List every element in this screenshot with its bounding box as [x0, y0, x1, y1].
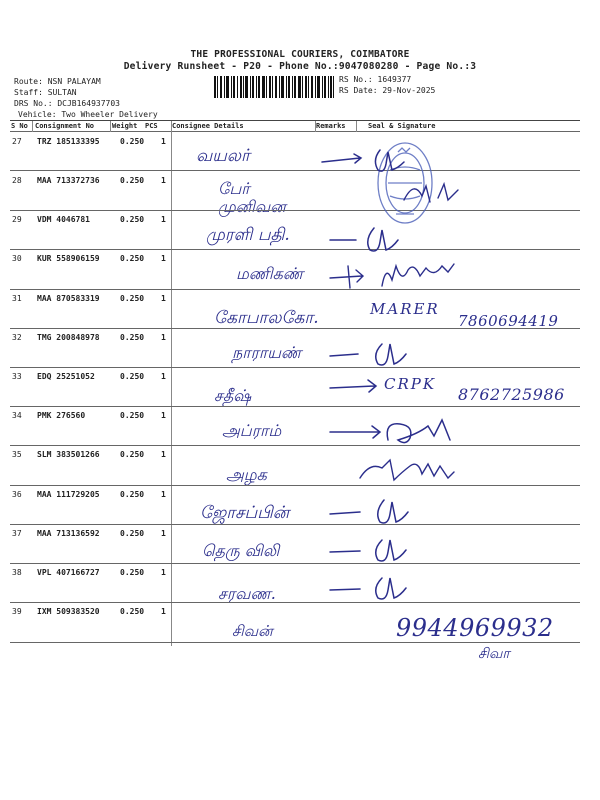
- serial-number: 32: [12, 333, 22, 342]
- consignment-number: MAA 713372736: [37, 176, 100, 185]
- serial-number: 27: [12, 137, 22, 146]
- pcs-value: 1: [161, 450, 166, 459]
- rs-date: RS Date: 29-Nov-2025: [339, 86, 436, 95]
- staff-text: Staff: SULTAN: [14, 88, 77, 97]
- consignee-handwriting: மணிகண்: [236, 264, 304, 283]
- weight-value: 0.250: [120, 215, 145, 224]
- serial-number: 35: [12, 450, 22, 459]
- weight-value: 0.250: [120, 568, 145, 577]
- consignee-handwriting: சதீஷ்: [214, 386, 252, 405]
- col-header-pcs: PCS: [145, 122, 158, 130]
- col-header-weight: Weight: [112, 122, 138, 130]
- signature-mark: [400, 176, 470, 210]
- weight-value: 0.250: [120, 137, 145, 146]
- row-rule: [10, 445, 580, 446]
- drs-number: DRS No.: DCJB164937703: [14, 99, 120, 108]
- consignment-number: SLM 383501266: [37, 450, 100, 459]
- consignee-handwriting: பேர் முனிவன: [218, 179, 286, 216]
- pcs-value: 1: [161, 176, 166, 185]
- phone-handwriting: 8762725986: [458, 385, 565, 404]
- consignee-handwriting: முரளி பதி.: [206, 225, 290, 245]
- signature-mark: [326, 534, 416, 566]
- consignment-number: TMG 200848978: [37, 333, 100, 342]
- signature-mark: [326, 494, 416, 528]
- col-divider: [32, 121, 33, 132]
- consignment-number: TRZ 185133395: [37, 137, 100, 146]
- serial-number: 28: [12, 176, 22, 185]
- pcs-value: 1: [161, 333, 166, 342]
- pcs-value: 1: [161, 490, 166, 499]
- vehicle-text: Vehicle: Two Wheeler Delivery: [18, 110, 158, 119]
- pcs-value: 1: [161, 529, 166, 538]
- consignment-number: MAA 870583319: [37, 294, 100, 303]
- row-rule: [10, 485, 580, 486]
- pcs-value: 1: [161, 372, 166, 381]
- phone-handwriting: 7860694419: [458, 312, 559, 330]
- consignee-handwriting: தெரு விலி: [202, 541, 280, 560]
- col-divider: [110, 121, 111, 132]
- weight-value: 0.250: [120, 254, 145, 263]
- consignment-number: VPL 407166727: [37, 568, 100, 577]
- row-rule: [10, 289, 580, 290]
- pcs-value: 1: [161, 137, 166, 146]
- serial-number: 29: [12, 215, 22, 224]
- weight-value: 0.250: [120, 176, 145, 185]
- consignment-number: PMK 276560: [37, 411, 86, 420]
- serial-number: 36: [12, 490, 22, 499]
- consignee-handwriting: கோபாலகோ.: [214, 308, 319, 328]
- signature-mark: [326, 338, 416, 370]
- col-divider: [356, 121, 357, 132]
- pcs-value: 1: [161, 411, 166, 420]
- signature-mark: [326, 258, 476, 294]
- row-rule: [10, 642, 580, 643]
- col-divider: [171, 121, 172, 646]
- row-rule: [10, 602, 580, 603]
- signature-mark: [326, 414, 466, 450]
- table-top-rule: [10, 120, 580, 121]
- consignee-handwriting: வயலர்: [196, 146, 250, 166]
- route-text: Route: NSN PALAYAM: [14, 77, 101, 86]
- pcs-value: 1: [161, 254, 166, 263]
- row-rule: [10, 406, 580, 407]
- consignment-number: IXM 509383520: [37, 607, 100, 616]
- consignment-number: EDQ 25251052: [37, 372, 95, 381]
- row-rule: [10, 563, 580, 564]
- col-header-remarks: Remarks: [316, 122, 346, 130]
- weight-value: 0.250: [120, 529, 145, 538]
- consignee-handwriting: சரவண.: [218, 584, 276, 603]
- signature-mark: [326, 572, 416, 604]
- consignment-number: KUR 558906159: [37, 254, 100, 263]
- runsheet-subtitle: Delivery Runsheet - P20 - Phone No.:9047080280 - Page No.:3: [123, 61, 477, 72]
- signature-mark: [326, 222, 416, 256]
- serial-number: 33: [12, 372, 22, 381]
- col-header-sno: S No: [11, 122, 28, 130]
- phone-handwriting: 9944969932: [396, 614, 554, 642]
- serial-number: 30: [12, 254, 22, 263]
- consignee-handwriting: அப்ராம்: [222, 421, 282, 440]
- col-header-seal: Seal & Signature: [368, 122, 436, 130]
- pcs-value: 1: [161, 294, 166, 303]
- serial-number: 39: [12, 607, 22, 616]
- weight-value: 0.250: [120, 372, 145, 381]
- footer-handwriting: சிவா: [478, 646, 510, 662]
- consignment-number: MAA 111729205: [37, 490, 100, 499]
- row-rule: [10, 524, 580, 525]
- consignment-number: VDM 4046781: [37, 215, 90, 224]
- consignee-handwriting: சிவன்: [232, 622, 273, 640]
- row-rule: [10, 170, 580, 171]
- consignee-handwriting: நாராயண்: [232, 343, 302, 362]
- col-header-consignee: Consignee Details: [172, 122, 244, 130]
- barcode: [214, 76, 334, 98]
- weight-value: 0.250: [120, 411, 145, 420]
- weight-value: 0.250: [120, 490, 145, 499]
- remarks-handwriting: CRPK: [384, 375, 437, 393]
- weight-value: 0.250: [120, 607, 145, 616]
- serial-number: 38: [12, 568, 22, 577]
- header-bottom-rule: [10, 131, 580, 132]
- serial-number: 34: [12, 411, 22, 420]
- row-rule: [10, 249, 580, 250]
- consignment-number: MAA 713136592: [37, 529, 100, 538]
- signature-mark: [356, 452, 476, 488]
- row-rule: [10, 367, 580, 368]
- pcs-value: 1: [161, 215, 166, 224]
- weight-value: 0.250: [120, 333, 145, 342]
- pcs-value: 1: [161, 607, 166, 616]
- serial-number: 31: [12, 294, 22, 303]
- weight-value: 0.250: [120, 450, 145, 459]
- signature-mark: [318, 140, 438, 180]
- signature-mark: [326, 374, 386, 404]
- row-rule: [10, 328, 580, 329]
- serial-number: 37: [12, 529, 22, 538]
- consignee-handwriting: அழக: [226, 465, 267, 484]
- pcs-value: 1: [161, 568, 166, 577]
- col-header-consignment: Consignment No: [35, 122, 95, 130]
- row-rule: [10, 210, 580, 211]
- weight-value: 0.250: [120, 294, 145, 303]
- consignee-handwriting: ஜோசப்பின்: [200, 503, 290, 523]
- company-title: THE PROFESSIONAL COURIERS, COIMBATORE: [190, 49, 410, 60]
- remarks-handwriting: MARER: [370, 300, 440, 318]
- rs-number: RS No.: 1649377: [339, 75, 412, 84]
